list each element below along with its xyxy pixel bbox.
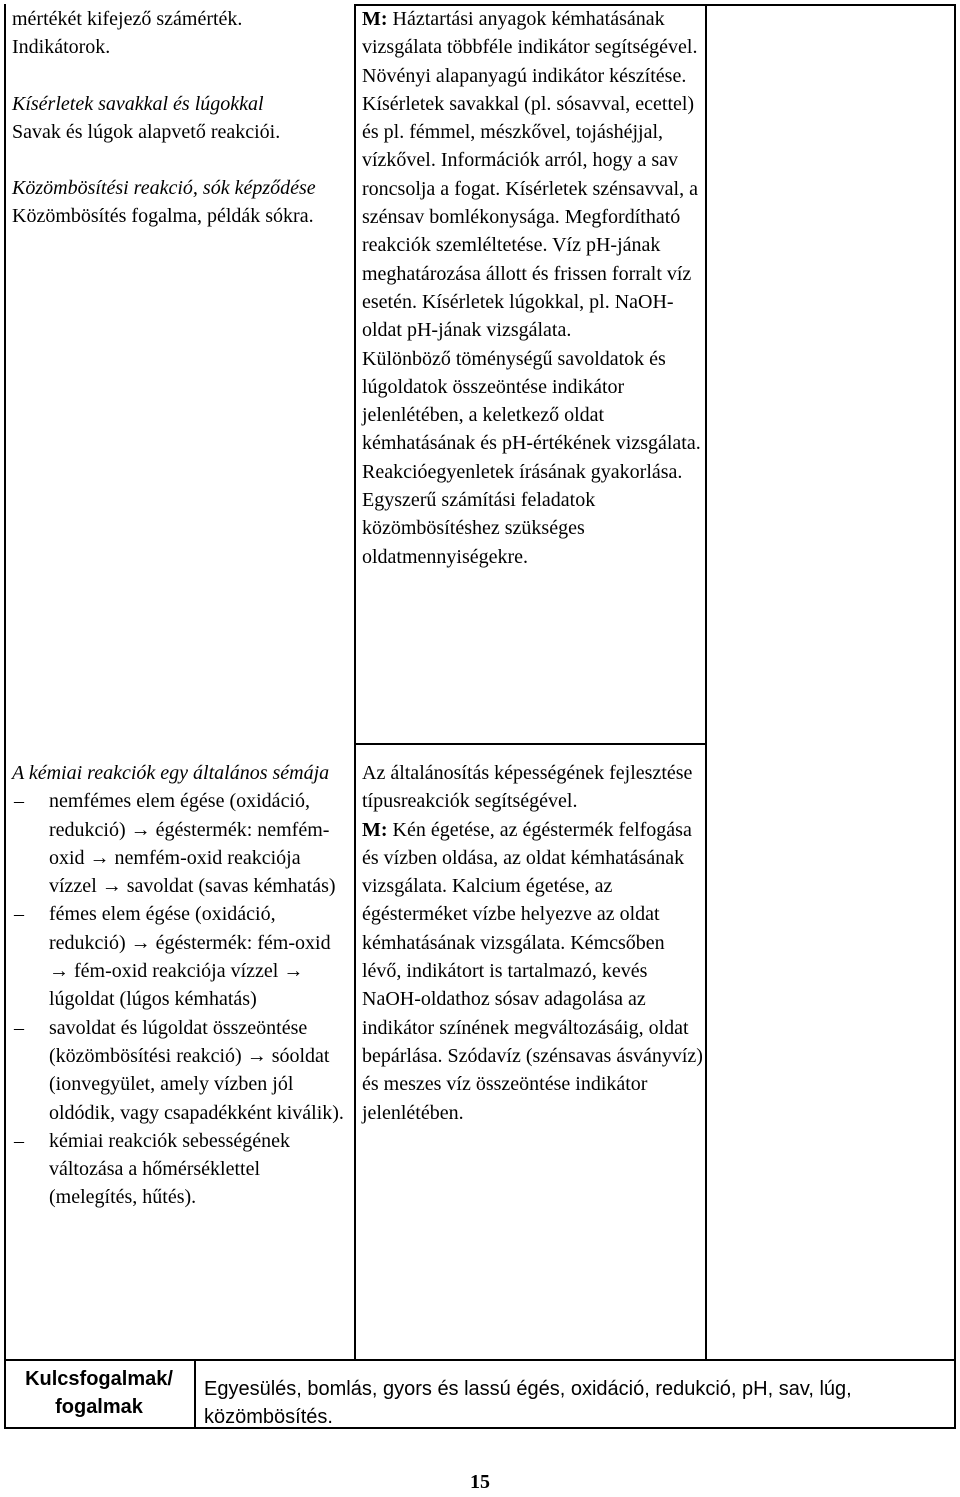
curriculum-table [4, 4, 956, 1429]
list-item: – fémes elem égése (oxidáció, redukció) → égéstermék: fém-oxid → fém-oxid reakciója vízzel → lúgoldat (lúgos kémhatás) [12, 900, 352, 1013]
activities-text: Háztartási anyagok kémhatásának vizsgálata többféle indikátor segítségével. Növényi alapanyagú indikátor készítése. Kísérletek savakkal (pl. sósavval, ecettel) és pl. fémmel, mészkővel, tojáshéjjal, vízkővel. Információk arról, hogy a sav roncsolja a fogat. Kísérletek szénsavval, a szénsav bomlékonysága. Megfordítható reakciók szemléltetése. Víz pH-jának meghatározása állott és frissen forralt víz esetén. Kísérletek lúgokkal, pl. NaOH-oldat pH-jának vizsgálata. [362, 8, 698, 342]
row1-topics-cell [12, 5, 352, 231]
topic-heading: Közömbösítési reakció, sók képződése [12, 177, 316, 200]
row-divider-1 [354, 743, 705, 745]
activities-text: Kén égetése, az égéstermék felfogása és vízben oldása, az oldat kémhatásának vizsgálata. Kalcium égetése, az égésterméket vízbe helyezve az oldat kémhatásának vizsgálata. Kémcsőben lévő, indikátort is tartalmazó, kevés NaOH-oldathoz sósav adagolása az indikátor színének megváltozásáig, oldat bepárlása. Szódavíz (szénsavas ásványvíz) és meszes víz összeöntése indikátor jelenlétében. [362, 818, 703, 1124]
topic-line: Savak és lúgok alapvető reakciói. [12, 120, 281, 143]
activities-paragraph: Egyszerű számítási feladatok közömbösítéshez szükséges oldatmennyiségekre. [362, 489, 596, 568]
key-concepts-divider [194, 1359, 196, 1429]
method-marker: M: [362, 8, 388, 30]
activities-paragraph: Különböző töménységű savoldatok és lúgoldatok összeöntése indikátor jelenlétében, a keletkező oldat kémhatásának és pH-értékének vizsgálata. Reakcióegyenletek írásának gyakorlása. [362, 347, 701, 483]
spacer [12, 62, 352, 90]
table-border-left [4, 4, 6, 1429]
row-divider-2 [4, 1359, 956, 1361]
row1-activities-cell [362, 5, 707, 571]
key-concepts-value: Egyesülés, bomlás, gyors és lassú égés, oxidáció, redukció, pH, sav, lúg, közömbösítés. [204, 1378, 852, 1428]
row2-topics-cell [12, 759, 352, 1212]
list-item: – kémiai reakciók sebességének változása a hőmérséklettel (melegítés, hűtés). [12, 1127, 352, 1212]
row2-activities-cell [362, 759, 707, 1127]
list-item: – savoldat és lúgoldat összeöntése (közömbösítési reakció) → sóoldat (ionvegyület, amely vízben jól oldódik, vagy csapadékként kiválik). [12, 1014, 352, 1127]
topic-heading: Kísérletek savakkal és lúgokkal [12, 92, 264, 115]
table-border-right [954, 4, 956, 1429]
method-marker: M: [362, 818, 388, 841]
column-divider-1 [354, 4, 356, 1359]
topic-line: Indikátorok. [12, 36, 111, 59]
spacer [12, 146, 352, 174]
topic-line: mértékét kifejező számérték. [12, 8, 243, 30]
topic-line: Közömbösítés fogalma, példák sókra. [12, 205, 314, 228]
topic-heading: A kémiai reakciók egy általános sémája [12, 762, 330, 784]
page-number: 15 [470, 1471, 490, 1493]
activities-paragraph [362, 5, 707, 345]
activities-paragraph: Az általánosítás képességének fejlesztése típusreakciók segítségével. [362, 762, 693, 813]
list-item: – nemfémes elem égése (oxidáció, redukció) → égéstermék: nemfém-oxid → nemfém-oxid reakciója vízzel → savoldat (savas kémhatás) [12, 787, 352, 900]
key-concepts-label: Kulcsfogalmak/ fogalmak [25, 1368, 173, 1418]
reaction-scheme-list [12, 787, 352, 1211]
activities-paragraph [362, 816, 707, 1127]
